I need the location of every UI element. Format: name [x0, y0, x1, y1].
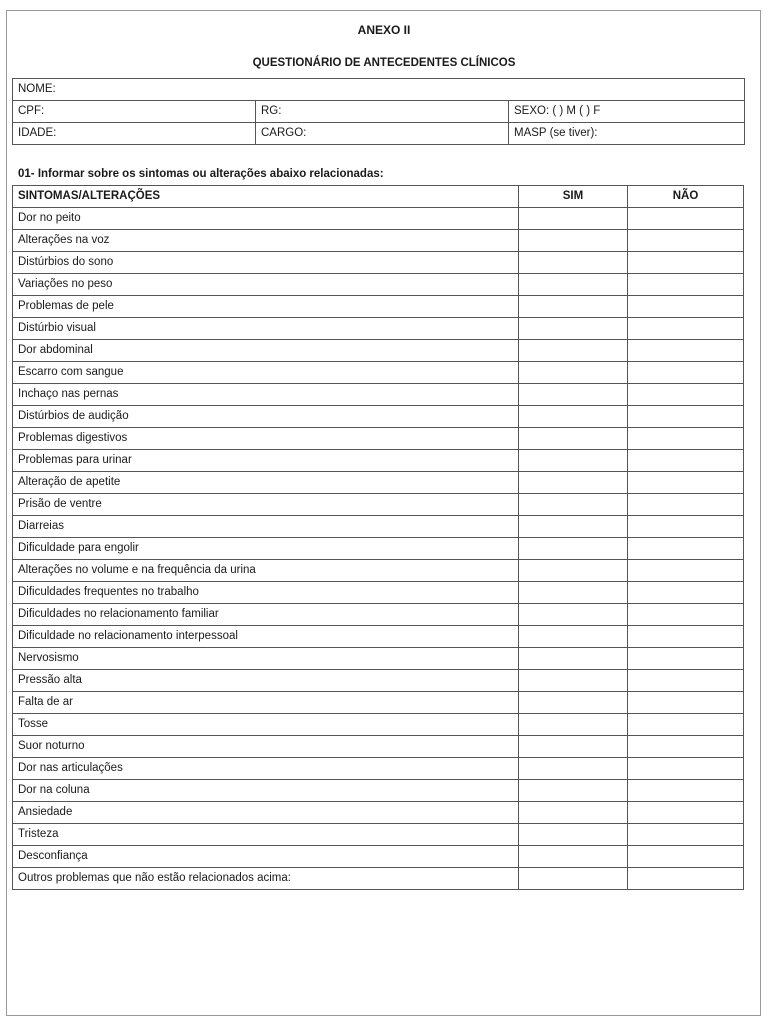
yes-cell[interactable]	[519, 340, 628, 362]
yes-cell[interactable]	[519, 428, 628, 450]
yes-cell[interactable]	[519, 692, 628, 714]
yes-cell[interactable]	[519, 252, 628, 274]
symptom-label: Dificuldade para engolir	[13, 538, 519, 560]
symptom-label: Dificuldade no relacionamento interpessoal	[13, 626, 519, 648]
symptom-label: Inchaço nas pernas	[13, 384, 519, 406]
no-cell[interactable]	[628, 340, 744, 362]
yes-cell[interactable]	[519, 230, 628, 252]
yes-cell[interactable]	[519, 494, 628, 516]
yes-cell[interactable]	[519, 208, 628, 230]
no-cell[interactable]	[628, 472, 744, 494]
symptom-label: Dor na coluna	[13, 780, 519, 802]
no-cell[interactable]	[628, 384, 744, 406]
table-row	[13, 868, 744, 890]
section-instruction: 01- Informar sobre os sintomas ou alterações abaixo relacionadas:	[18, 168, 384, 180]
yes-cell[interactable]	[519, 758, 628, 780]
no-cell[interactable]	[628, 670, 744, 692]
symptom-label: Diarreias	[13, 516, 519, 538]
yes-cell[interactable]	[519, 274, 628, 296]
symptom-label: Nervosismo	[13, 648, 519, 670]
table-row	[13, 846, 744, 868]
table-row	[13, 648, 744, 670]
yes-cell[interactable]	[519, 560, 628, 582]
yes-cell[interactable]	[519, 318, 628, 340]
symptom-label: Dificuldades frequentes no trabalho	[13, 582, 519, 604]
table-row	[13, 626, 744, 648]
no-cell[interactable]	[628, 494, 744, 516]
table-row	[13, 780, 744, 802]
table-row	[13, 252, 744, 274]
symptom-label: Ansiedade	[13, 802, 519, 824]
symptom-label: Suor noturno	[13, 736, 519, 758]
yes-cell[interactable]	[519, 384, 628, 406]
symptom-label: Falta de ar	[13, 692, 519, 714]
yes-cell[interactable]	[519, 604, 628, 626]
table-row	[13, 714, 744, 736]
symptom-label: Alterações na voz	[13, 230, 519, 252]
yes-cell[interactable]	[519, 406, 628, 428]
yes-cell[interactable]	[519, 670, 628, 692]
symptoms-table	[12, 185, 744, 890]
yes-cell[interactable]	[519, 296, 628, 318]
symptoms-header-row	[13, 186, 744, 208]
no-cell[interactable]	[628, 274, 744, 296]
table-row	[13, 428, 744, 450]
no-cell[interactable]	[628, 406, 744, 428]
no-cell[interactable]	[628, 252, 744, 274]
yes-cell[interactable]	[519, 450, 628, 472]
form-title: QUESTIONÁRIO DE ANTECEDENTES CLÍNICOS	[252, 57, 516, 69]
no-cell[interactable]	[628, 450, 744, 472]
table-row	[13, 758, 744, 780]
no-cell[interactable]	[628, 736, 744, 758]
table-row	[13, 824, 744, 846]
yes-cell[interactable]	[519, 516, 628, 538]
table-row	[13, 516, 744, 538]
table-row	[13, 604, 744, 626]
symptom-label: Outros problemas que não estão relacionados acima:	[13, 868, 519, 890]
age-field[interactable]: IDADE:	[13, 123, 256, 145]
symptom-label: Problemas de pele	[13, 296, 519, 318]
cpf-field[interactable]: CPF:	[13, 101, 256, 123]
no-cell[interactable]	[628, 208, 744, 230]
info-row-ids	[13, 101, 745, 123]
symptom-label: Dor no peito	[13, 208, 519, 230]
masp-field[interactable]: MASP (se tiver):	[509, 123, 745, 145]
header-no: NÃO	[628, 186, 744, 208]
yes-cell[interactable]	[519, 626, 628, 648]
no-cell[interactable]	[628, 648, 744, 670]
symptom-label: Tosse	[13, 714, 519, 736]
symptom-label: Problemas digestivos	[13, 428, 519, 450]
table-row	[13, 340, 744, 362]
no-cell[interactable]	[628, 516, 744, 538]
yes-cell[interactable]	[519, 824, 628, 846]
symptom-label: Pressão alta	[13, 670, 519, 692]
symptom-label: Prisão de ventre	[13, 494, 519, 516]
symptom-label: Problemas para urinar	[13, 450, 519, 472]
table-row	[13, 406, 744, 428]
symptom-label: Desconfiança	[13, 846, 519, 868]
table-row	[13, 736, 744, 758]
info-row-name	[13, 79, 745, 101]
table-row	[13, 384, 744, 406]
table-row	[13, 318, 744, 340]
no-cell[interactable]	[628, 692, 744, 714]
personal-info-table	[12, 78, 745, 145]
no-cell[interactable]	[628, 428, 744, 450]
symptom-label: Distúrbios de audição	[13, 406, 519, 428]
yes-cell[interactable]	[519, 362, 628, 384]
symptom-label: Escarro com sangue	[13, 362, 519, 384]
yes-cell[interactable]	[519, 736, 628, 758]
symptom-label: Dor nas articulações	[13, 758, 519, 780]
no-cell[interactable]	[628, 868, 744, 890]
no-cell[interactable]	[628, 538, 744, 560]
no-cell[interactable]	[628, 560, 744, 582]
yes-cell[interactable]	[519, 868, 628, 890]
no-cell[interactable]	[628, 362, 744, 384]
table-row	[13, 274, 744, 296]
no-cell[interactable]	[628, 780, 744, 802]
symptom-label: Dor abdominal	[13, 340, 519, 362]
no-cell[interactable]	[628, 714, 744, 736]
no-cell[interactable]	[628, 846, 744, 868]
yes-cell[interactable]	[519, 802, 628, 824]
annex-label: ANEXO II	[357, 23, 411, 37]
yes-cell[interactable]	[519, 582, 628, 604]
header-yes: SIM	[519, 186, 628, 208]
table-row	[13, 560, 744, 582]
symptom-label: Distúrbios do sono	[13, 252, 519, 274]
symptom-label: Variações no peso	[13, 274, 519, 296]
table-row	[13, 582, 744, 604]
no-cell[interactable]	[628, 318, 744, 340]
table-row	[13, 494, 744, 516]
no-cell[interactable]	[628, 604, 744, 626]
table-row	[13, 538, 744, 560]
rg-field[interactable]: RG:	[256, 101, 509, 123]
table-row	[13, 362, 744, 384]
sex-field[interactable]: SEXO: ( ) M ( ) F	[509, 101, 745, 123]
table-row	[13, 670, 744, 692]
no-cell[interactable]	[628, 582, 744, 604]
no-cell[interactable]	[628, 802, 744, 824]
yes-cell[interactable]	[519, 780, 628, 802]
symptom-label: Distúrbio visual	[13, 318, 519, 340]
no-cell[interactable]	[628, 296, 744, 318]
symptom-label: Alteração de apetite	[13, 472, 519, 494]
yes-cell[interactable]	[519, 472, 628, 494]
yes-cell[interactable]	[519, 648, 628, 670]
table-row	[13, 230, 744, 252]
symptom-label: Tristeza	[13, 824, 519, 846]
name-field[interactable]: NOME:	[13, 79, 745, 101]
symptom-label: Dificuldades no relacionamento familiar	[13, 604, 519, 626]
no-cell[interactable]	[628, 626, 744, 648]
symptom-label: Alterações no volume e na frequência da urina	[13, 560, 519, 582]
header-symptom: SINTOMAS/ALTERAÇÕES	[13, 186, 519, 208]
yes-cell[interactable]	[519, 538, 628, 560]
position-field[interactable]: CARGO:	[256, 123, 509, 145]
table-row	[13, 802, 744, 824]
yes-cell[interactable]	[519, 714, 628, 736]
table-row	[13, 692, 744, 714]
table-row	[13, 450, 744, 472]
yes-cell[interactable]	[519, 846, 628, 868]
no-cell[interactable]	[628, 230, 744, 252]
table-row	[13, 472, 744, 494]
table-row	[13, 296, 744, 318]
no-cell[interactable]	[628, 824, 744, 846]
table-row	[13, 208, 744, 230]
info-row-job	[13, 123, 745, 145]
no-cell[interactable]	[628, 758, 744, 780]
